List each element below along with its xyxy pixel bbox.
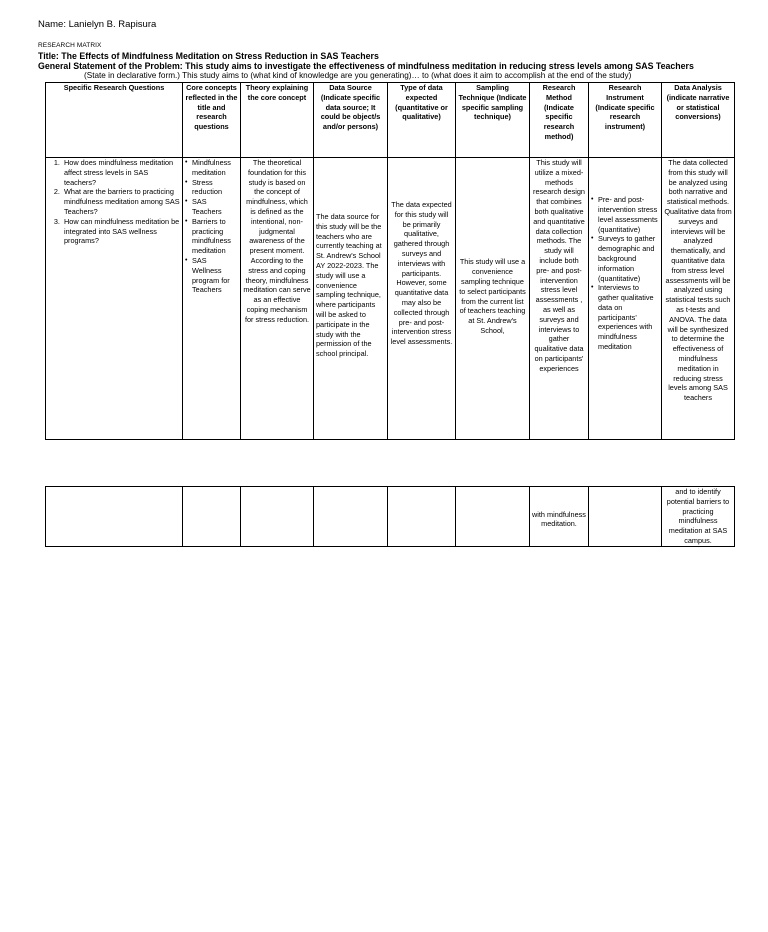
cell-sampling: [456, 158, 530, 440]
table-row: [46, 158, 735, 440]
study-title: Title: The Effects of Mindfulness Meditation on Stress Reduction in SAS Teachers: [38, 51, 379, 61]
cont-cell-core-concepts: [183, 487, 241, 547]
core-concepts-list: [185, 158, 238, 295]
concept-item: • SAS Wellness program for Teachers: [185, 256, 238, 295]
question-item: 3. How can mindfulness meditation be integrated into SAS wellness programs?: [62, 217, 180, 246]
research-matrix-table: [45, 82, 735, 440]
concept-item: • SAS Teachers: [185, 197, 238, 217]
cell-instrument: [589, 158, 662, 440]
col-header-analysis: Data Analysis (indicate narrative or statistical conversions): [662, 83, 735, 158]
cell-data-type: [388, 158, 456, 440]
cont-cell-data-source: [314, 487, 388, 547]
statement-instructions: (State in declarative form.) This study aims to (what kind of knowledge are you generating)… to (what does it aim to accomplish at the end of the study): [84, 71, 632, 80]
col-header-data-type: Type of data expected (quantitative or qualitative): [388, 83, 456, 158]
cont-cell-sampling: [456, 487, 530, 547]
matrix-label: RESEARCH MATRIX: [38, 42, 102, 49]
col-header-questions: Specific Research Questions: [46, 83, 183, 158]
concept-item: • Mindfulness meditation: [185, 158, 238, 178]
sampling-text: This study will use a convenience sampling technique to select participants from the current list of teachers teaching at St. Andrew's School,: [459, 257, 526, 335]
instrument-item: • Interviews to gather qualitative data on participants' experiences with mindfulness meditation: [591, 283, 659, 352]
method-continuation-text: with mindfulness meditation.: [532, 509, 586, 529]
concept-item: • Barriers to practicing mindfulness meditation: [185, 217, 238, 256]
cont-cell-data-type: [388, 487, 456, 547]
instrument-item: • Surveys to gather demographic and background information (quantitative): [591, 234, 659, 283]
data-type-text: The data expected for this study will be primarily qualitative, gathered through surveys and interviews with participants. However, some quantitative data may also be collected through pre- and post-intervention stress level assessments.: [390, 200, 453, 347]
col-header-instrument: Research Instrument (Indicate specific research instrument): [589, 83, 662, 158]
col-header-sampling: Sampling Technique (Indicate specific sampling technique): [456, 83, 530, 158]
cell-method: This study will utilize a mixed-methods research design that combines both qualitative and quantitative data collection methods. The study will include both pre- and post-intervention stress level assessments , as well as surveys and interviews to gather qualitative data on participants' experiences: [530, 158, 589, 440]
cont-cell-questions: [46, 487, 183, 547]
cell-data-source: [314, 158, 388, 440]
question-item: 1. How does mindfulness meditation affect stress levels in SAS teachers?: [62, 158, 180, 187]
questions-list: [48, 158, 180, 246]
student-name: Name: Lanielyn B. Rapisura: [38, 19, 157, 30]
cont-cell-theory: [241, 487, 314, 547]
cont-cell-analysis: and to identify potential barriers to practicing mindfulness meditation at SAS campus.: [662, 487, 735, 547]
cont-cell-instrument: [589, 487, 662, 547]
cell-analysis: The data collected from this study will be analyzed using both narrative and statistical methods. Qualitative data from surveys and interviews will be analyzed thematically, and quantitative data from stress level assessments will be analyzed using statistical tests such as t-tests and ANOVA. The data will be synthesized to determine the effectiveness of mindfulness meditation in reducing stress levels among SAS teachers: [662, 158, 735, 440]
concept-item: • Stress reduction: [185, 178, 238, 198]
header-row: [46, 83, 735, 158]
cont-cell-method: [530, 487, 589, 547]
col-header-data-source: Data Source (Indicate specific data source; It could be object/s and/or persons): [314, 83, 388, 158]
col-header-theory: Theory explaining the core concept: [241, 83, 314, 158]
col-header-core-concepts: Core concepts reflected in the title and research questions: [183, 83, 241, 158]
col-header-method: Research Method (Indicate specific research method): [530, 83, 589, 158]
question-item: 2. What are the barriers to practicing mindfulness meditation among SAS Teachers?: [62, 187, 180, 216]
instrument-item: • Pre- and post-intervention stress level assessments (quantitative): [591, 195, 659, 234]
cell-theory: The theoretical foundation for this study is based on the concept of mindfulness, which is defined as the intentional, non-judgmental awareness of the present moment. According to the stress and coping theory, mindfulness meditation can serve as an effective coping mechanism for stress reduction.: [241, 158, 314, 440]
research-matrix-continuation: [45, 486, 735, 547]
table-row: [46, 487, 735, 547]
data-source-text: The data source for this study will be the teachers who are currently teaching at St. Andrew's School AY 2022-2023. The study will use a convenience sampling technique, where participants will be asked to participate in the study with the permission of the school principal.: [316, 212, 382, 359]
cell-core-concepts: [183, 158, 241, 440]
cell-questions: [46, 158, 183, 440]
instrument-list: [591, 195, 659, 352]
general-statement: General Statement of the Problem: This study aims to investigate the effectiveness of mindfulness meditation in reducing stress levels among SAS Teachers: [38, 61, 694, 71]
